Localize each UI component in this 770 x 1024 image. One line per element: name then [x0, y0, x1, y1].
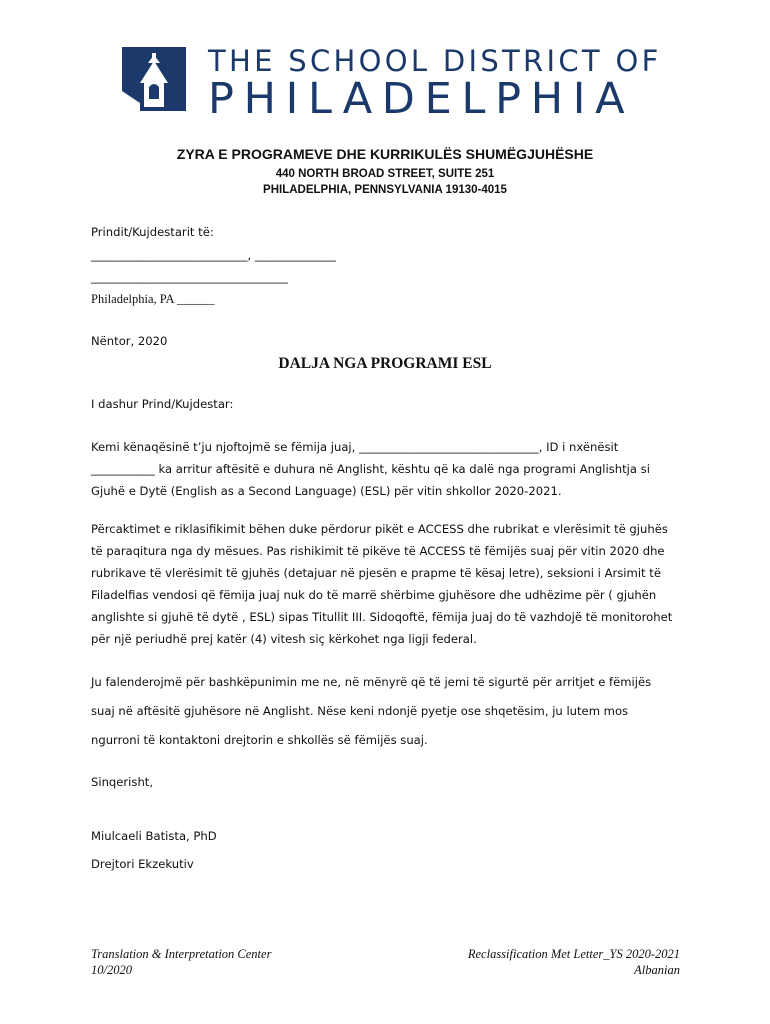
closing: Sinqerisht,: [91, 775, 154, 789]
recipient-city-line: Philadelphia, PA ______: [91, 292, 215, 306]
footer-date: 10/2020: [91, 963, 132, 977]
recipient-label: Prindit/Kujdestarit të:: [91, 225, 214, 239]
paragraph-1: [91, 436, 691, 502]
paragraph-1-line: Kemi kënaqësinë t’ju njoftojmë se fëmija juaj, _______________________________, ID i nxënësit: [91, 440, 619, 454]
greeting: I dashur Prind/Kujdestar:: [91, 397, 234, 411]
paragraph-3-line: ngurroni të kontaktoni drejtorin e shkollës së fëmijës suaj.: [91, 733, 428, 747]
paragraph-2: [91, 518, 691, 650]
district-logo: [122, 44, 662, 124]
footer-center-name: Translation & Interpretation Center: [91, 947, 272, 961]
address-line-1: 440 NORTH BROAD STREET, SUITE 251: [275, 168, 495, 180]
footer-right: [468, 946, 680, 978]
paragraph-1-line: ___________ ka arritur aftësitë e duhura në Anglisht, kështu që ka dalë nga programi Anglishtja si: [91, 462, 650, 476]
paragraph-3-line: suaj në aftësitë gjuhësore në Anglisht. Nëse keni ndonjë pyetje ose shqetësim, ju lutem mos: [91, 704, 629, 718]
paragraph-2-line: Filadelfias vendosi që fëmija juaj nuk do të marrë shërbime gjuhësore dhe udhëzime për ( gjuhën: [91, 588, 657, 602]
footer-language: Albanian: [634, 963, 680, 977]
address-line-2: PHILADELPHIA, PENNSYLVANIA 19130-4015: [263, 184, 507, 196]
paragraph-2-line: të paraqitura nga dy mësues. Pas rishikimit të pikëve të ACCESS të fëmijës suaj për vitin 2020 dhe: [91, 544, 665, 558]
bell-tower-icon: [122, 47, 186, 111]
signer-name: Miulcaeli Batista, PhD: [91, 829, 217, 843]
paragraph-1-line: Gjuhë e Dytë (English as a Second Language) (ESL) për vitin shkollor 2020-2021.: [91, 484, 562, 498]
recipient-line-1: ___________________________, ______________: [91, 248, 337, 262]
paragraph-3: [91, 668, 691, 755]
paragraph-2-line: rubrikave të vlerësimit të gjuhës (detajuar në pjesën e prapme të kësaj letre), seksioni i Arsimit të: [91, 566, 661, 580]
logo-line-1: THE SCHOOL DISTRICT OF: [208, 44, 662, 78]
letter-title: DALJA NGA PROGRAMI ESL: [278, 355, 492, 372]
paragraph-2-line: Përcaktimet e riklasifikimit bëhen duke përdorur pikët e ACCESS dhe rubrikat e vlerësimit të gjuhës: [91, 522, 668, 536]
footer-document-id: Reclassification Met Letter_YS 2020-2021: [467, 947, 680, 961]
logo-line-2: PHILADELPHIA: [208, 74, 635, 124]
paragraph-3-line: Ju falenderojmë për bashkëpunimin me ne, në mënyrë që të jemi të sigurtë për arritjet e fëmijës: [91, 675, 652, 689]
recipient-line-2: __________________________________: [91, 270, 289, 284]
paragraph-2-line: për një periudhë prej katër (4) vitesh siç kërkohet nga ligji federal.: [91, 632, 477, 646]
office-name: ZYRA E PROGRAMEVE DHE KURRIKULËS SHUMËGJUHËSHE: [176, 146, 594, 162]
paragraph-2-line: anglishte si gjuhë të dytë , ESL) sipas Titullit III. Sidoqoftë, fëmija juaj do të vazhdojë të monitorohet: [91, 610, 673, 624]
letter-date: Nëntor, 2020: [91, 334, 168, 348]
footer-left: [91, 946, 271, 978]
signer-title: Drejtori Ekzekutiv: [91, 857, 194, 871]
